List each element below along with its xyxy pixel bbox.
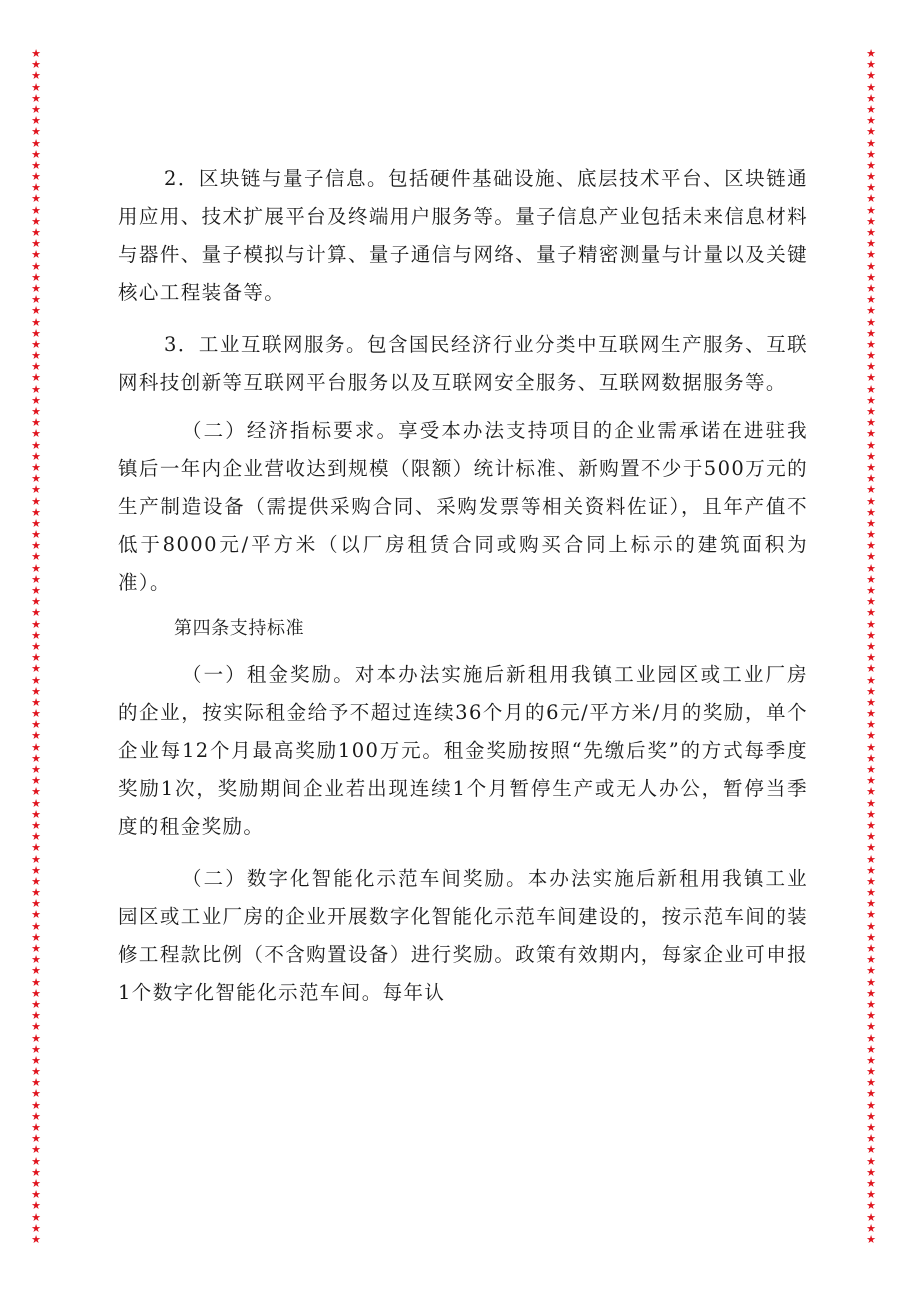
star-icon: ★ <box>866 785 876 799</box>
star-icon: ★ <box>31 1031 41 1045</box>
star-icon: ★ <box>866 628 876 642</box>
star-icon: ★ <box>866 528 876 542</box>
star-icon: ★ <box>31 718 41 732</box>
star-icon: ★ <box>866 673 876 687</box>
star-icon: ★ <box>31 371 41 385</box>
star-icon: ★ <box>866 438 876 452</box>
star-icon: ★ <box>866 405 876 418</box>
star-icon: ★ <box>866 203 876 217</box>
star-icon: ★ <box>31 1132 41 1146</box>
star-icon: ★ <box>866 1188 876 1202</box>
star-icon: ★ <box>31 874 41 888</box>
star-icon: ★ <box>866 483 876 497</box>
star-icon: ★ <box>31 785 41 799</box>
star-icon: ★ <box>31 214 41 228</box>
star-icon: ★ <box>866 371 876 385</box>
star-icon: ★ <box>866 908 876 922</box>
star-icon: ★ <box>31 304 41 318</box>
star-icon: ★ <box>31 639 41 653</box>
star-icon: ★ <box>866 181 876 195</box>
star-icon: ★ <box>866 1176 876 1190</box>
star-icon: ★ <box>31 886 41 900</box>
star-icon: ★ <box>31 919 41 933</box>
star-icon: ★ <box>31 830 41 844</box>
star-icon: ★ <box>866 539 876 553</box>
star-icon: ★ <box>866 1165 876 1179</box>
right-star-border <box>864 48 878 1252</box>
star-icon: ★ <box>31 818 41 832</box>
star-icon: ★ <box>866 449 876 463</box>
star-icon: ★ <box>866 572 876 586</box>
star-icon: ★ <box>866 684 876 698</box>
star-icon: ★ <box>866 1098 876 1112</box>
star-icon: ★ <box>31 1087 41 1101</box>
star-icon: ★ <box>31 505 41 519</box>
star-icon: ★ <box>31 729 41 743</box>
star-icon: ★ <box>866 1232 876 1246</box>
star-icon: ★ <box>866 1065 876 1079</box>
star-icon: ★ <box>866 1154 876 1168</box>
star-icon: ★ <box>31 1143 41 1157</box>
star-icon: ★ <box>866 852 876 866</box>
star-icon: ★ <box>866 158 876 172</box>
star-icon: ★ <box>866 505 876 519</box>
star-icon: ★ <box>866 170 876 184</box>
star-icon: ★ <box>31 114 41 128</box>
star-icon: ★ <box>31 628 41 642</box>
star-icon: ★ <box>31 360 41 374</box>
star-icon: ★ <box>31 1065 41 1079</box>
star-icon: ★ <box>31 796 41 810</box>
star-icon: ★ <box>866 639 876 653</box>
star-icon: ★ <box>866 863 876 877</box>
star-icon: ★ <box>31 1188 41 1202</box>
star-icon: ★ <box>866 796 876 810</box>
star-icon: ★ <box>31 763 41 776</box>
star-icon: ★ <box>31 416 41 430</box>
star-icon: ★ <box>31 550 41 564</box>
star-icon: ★ <box>31 908 41 922</box>
star-icon: ★ <box>31 595 41 609</box>
star-icon: ★ <box>866 774 876 788</box>
star-icon: ★ <box>866 349 876 363</box>
star-icon: ★ <box>866 930 876 944</box>
star-icon: ★ <box>31 1199 41 1213</box>
star-icon: ★ <box>31 1121 41 1134</box>
star-icon: ★ <box>866 975 876 989</box>
star-icon: ★ <box>866 69 876 83</box>
star-icon: ★ <box>31 942 41 955</box>
star-icon: ★ <box>31 997 41 1011</box>
star-icon: ★ <box>866 651 876 665</box>
star-icon: ★ <box>866 382 876 396</box>
star-icon: ★ <box>866 1042 876 1056</box>
star-icon: ★ <box>31 707 41 721</box>
star-icon: ★ <box>31 427 41 441</box>
star-icon: ★ <box>866 1031 876 1045</box>
star-icon: ★ <box>866 326 876 340</box>
star-icon: ★ <box>866 1121 876 1134</box>
star-icon: ★ <box>866 818 876 832</box>
star-icon: ★ <box>31 651 41 665</box>
star-icon: ★ <box>31 1053 41 1067</box>
star-icon: ★ <box>31 561 41 575</box>
star-icon: ★ <box>31 695 41 709</box>
star-icon: ★ <box>866 1199 876 1213</box>
paragraph-smart-workshop-reward: （二）数字化智能化示范车间奖励。本办法实施后新租用我镇工业园区或工业厂房的企业开展数字化智能化示范车间建设的，按示范车间的装修工程款比例（不含购置设备）进行奖励。政策有效期内，每家企业可申报1个数字化智能化示范车间。每年认 <box>118 867 808 1004</box>
star-icon: ★ <box>31 91 41 105</box>
star-icon: ★ <box>31 1154 41 1168</box>
star-icon: ★ <box>31 337 41 351</box>
star-icon: ★ <box>31 405 41 418</box>
star-icon: ★ <box>31 58 41 72</box>
star-icon: ★ <box>31 259 41 273</box>
star-icon: ★ <box>31 852 41 866</box>
star-icon: ★ <box>31 393 41 407</box>
star-icon: ★ <box>31 1042 41 1056</box>
star-icon: ★ <box>866 416 876 430</box>
star-icon: ★ <box>866 80 876 94</box>
star-icon: ★ <box>31 102 41 116</box>
star-icon: ★ <box>866 550 876 564</box>
star-icon: ★ <box>866 494 876 508</box>
star-icon: ★ <box>866 584 876 597</box>
star-icon: ★ <box>31 964 41 978</box>
star-icon: ★ <box>866 606 876 620</box>
star-icon: ★ <box>31 460 41 474</box>
star-icon: ★ <box>866 125 876 139</box>
star-icon: ★ <box>31 1098 41 1112</box>
star-icon: ★ <box>31 449 41 463</box>
star-icon: ★ <box>866 1087 876 1101</box>
star-icon: ★ <box>866 460 876 474</box>
star-icon: ★ <box>31 930 41 944</box>
star-icon: ★ <box>31 438 41 452</box>
star-icon: ★ <box>31 69 41 83</box>
star-icon: ★ <box>31 181 41 195</box>
star-icon: ★ <box>866 226 876 239</box>
star-icon: ★ <box>31 897 41 911</box>
star-icon: ★ <box>866 1132 876 1146</box>
star-icon: ★ <box>31 617 41 631</box>
star-icon: ★ <box>866 147 876 161</box>
star-icon: ★ <box>866 393 876 407</box>
star-icon: ★ <box>866 248 876 262</box>
star-icon: ★ <box>866 58 876 72</box>
star-icon: ★ <box>866 740 876 754</box>
star-icon: ★ <box>866 561 876 575</box>
star-icon: ★ <box>866 729 876 743</box>
star-icon: ★ <box>866 718 876 732</box>
star-icon: ★ <box>31 1232 41 1246</box>
star-icon: ★ <box>866 102 876 116</box>
star-icon: ★ <box>31 863 41 877</box>
star-icon: ★ <box>866 897 876 911</box>
star-icon: ★ <box>866 48 876 60</box>
star-icon: ★ <box>31 684 41 698</box>
star-icon: ★ <box>866 472 876 486</box>
star-icon: ★ <box>866 1020 876 1034</box>
left-star-border <box>29 48 43 1252</box>
star-icon: ★ <box>31 349 41 363</box>
star-icon: ★ <box>31 1009 41 1023</box>
star-icon: ★ <box>866 997 876 1011</box>
star-icon: ★ <box>866 427 876 441</box>
star-icon: ★ <box>866 192 876 206</box>
star-icon: ★ <box>866 807 876 821</box>
star-icon: ★ <box>866 114 876 128</box>
star-icon: ★ <box>31 270 41 284</box>
star-icon: ★ <box>866 91 876 105</box>
star-icon: ★ <box>31 158 41 172</box>
star-icon: ★ <box>31 483 41 497</box>
star-icon: ★ <box>866 964 876 978</box>
star-icon: ★ <box>866 942 876 955</box>
star-icon: ★ <box>31 293 41 307</box>
star-icon: ★ <box>31 226 41 239</box>
star-icon: ★ <box>866 337 876 351</box>
star-icon: ★ <box>31 203 41 217</box>
star-icon: ★ <box>31 326 41 340</box>
star-icon: ★ <box>866 1143 876 1157</box>
paragraph-rent-reward: （一）租金奖励。对本办法实施后新租用我镇工业园区或工业厂房的企业，按实际租金给予不超过连续36个月的6元/平方米/月的奖励，单个企业每12个月最高奖励100万元。租金奖励按照“先缴后奖”的方式每季度奖励1次，奖励期间企业若出现连续1个月暂停生产或无人办公，暂停当季度的租金奖励。 <box>118 663 808 838</box>
star-icon: ★ <box>31 953 41 967</box>
star-icon: ★ <box>31 606 41 620</box>
star-icon: ★ <box>31 572 41 586</box>
star-icon: ★ <box>866 695 876 709</box>
star-icon: ★ <box>866 1009 876 1023</box>
star-icon: ★ <box>31 662 41 676</box>
star-icon: ★ <box>866 1053 876 1067</box>
star-icon: ★ <box>866 1221 876 1235</box>
star-icon: ★ <box>866 751 876 765</box>
star-icon: ★ <box>866 595 876 609</box>
star-icon: ★ <box>866 919 876 933</box>
paragraph-blockchain-quantum: 2．区块链与量子信息。包括硬件基础设施、底层技术平台、区块链通用应用、技术扩展平台及终端用户服务等。量子信息产业包括未来信息材料与器件、量子模拟与计算、量子通信与网络、量子精密测量与计量以及关键核心工程装备等。 <box>118 167 808 304</box>
star-icon: ★ <box>31 170 41 184</box>
document-body <box>118 160 808 1012</box>
star-icon: ★ <box>866 1076 876 1090</box>
star-icon: ★ <box>866 886 876 900</box>
star-icon: ★ <box>31 673 41 687</box>
star-icon: ★ <box>31 740 41 754</box>
star-icon: ★ <box>31 774 41 788</box>
star-icon: ★ <box>866 214 876 228</box>
star-icon: ★ <box>866 874 876 888</box>
star-icon: ★ <box>31 807 41 821</box>
star-icon: ★ <box>31 1076 41 1090</box>
star-icon: ★ <box>866 237 876 251</box>
star-icon: ★ <box>866 281 876 295</box>
star-icon: ★ <box>866 763 876 776</box>
star-icon: ★ <box>31 315 41 329</box>
star-icon: ★ <box>31 281 41 295</box>
star-icon: ★ <box>866 986 876 1000</box>
star-icon: ★ <box>31 1210 41 1224</box>
star-icon: ★ <box>31 1176 41 1190</box>
star-icon: ★ <box>31 975 41 989</box>
star-icon: ★ <box>866 662 876 676</box>
star-icon: ★ <box>31 237 41 251</box>
section-heading: 第四条支持标准 <box>174 618 305 639</box>
star-icon: ★ <box>31 584 41 597</box>
star-icon: ★ <box>31 125 41 139</box>
star-icon: ★ <box>866 259 876 273</box>
star-icon: ★ <box>866 1109 876 1123</box>
star-icon: ★ <box>866 315 876 329</box>
paragraph-industrial-internet: 3．工业互联网服务。包含国民经济行业分类中互联网生产服务、互联网科技创新等互联网平台服务以及互联网安全服务、互联网数据服务等。 <box>118 333 808 394</box>
star-icon: ★ <box>866 516 876 530</box>
star-icon: ★ <box>31 539 41 553</box>
star-icon: ★ <box>31 1109 41 1123</box>
star-icon: ★ <box>866 360 876 374</box>
paragraph-economic-indicators: （二）经济指标要求。享受本办法支持项目的企业需承诺在进驻我镇后一年内企业营收达到规模（限额）统计标准、新购置不少于500万元的生产制造设备（需提供采购合同、采购发票等相关资料佐证），且年产值不低于8000元/平方米（以厂房租赁合同或购买合同上标示的建筑面积为准）。 <box>118 419 808 594</box>
star-icon: ★ <box>31 382 41 396</box>
star-icon: ★ <box>866 830 876 844</box>
star-icon: ★ <box>866 136 876 150</box>
star-icon: ★ <box>866 841 876 855</box>
star-icon: ★ <box>31 986 41 1000</box>
star-icon: ★ <box>31 1221 41 1235</box>
star-icon: ★ <box>866 293 876 307</box>
star-icon: ★ <box>31 80 41 94</box>
star-icon: ★ <box>31 1020 41 1034</box>
star-icon: ★ <box>31 248 41 262</box>
star-icon: ★ <box>31 751 41 765</box>
star-icon: ★ <box>866 617 876 631</box>
star-icon: ★ <box>31 192 41 206</box>
star-icon: ★ <box>31 494 41 508</box>
star-icon: ★ <box>31 516 41 530</box>
star-icon: ★ <box>31 841 41 855</box>
star-icon: ★ <box>866 270 876 284</box>
star-icon: ★ <box>866 707 876 721</box>
star-icon: ★ <box>866 1210 876 1224</box>
star-icon: ★ <box>31 147 41 161</box>
star-icon: ★ <box>31 136 41 150</box>
star-icon: ★ <box>866 953 876 967</box>
star-icon: ★ <box>31 528 41 542</box>
star-icon: ★ <box>866 304 876 318</box>
star-icon: ★ <box>31 1165 41 1179</box>
star-icon: ★ <box>31 472 41 486</box>
star-icon: ★ <box>31 48 41 60</box>
